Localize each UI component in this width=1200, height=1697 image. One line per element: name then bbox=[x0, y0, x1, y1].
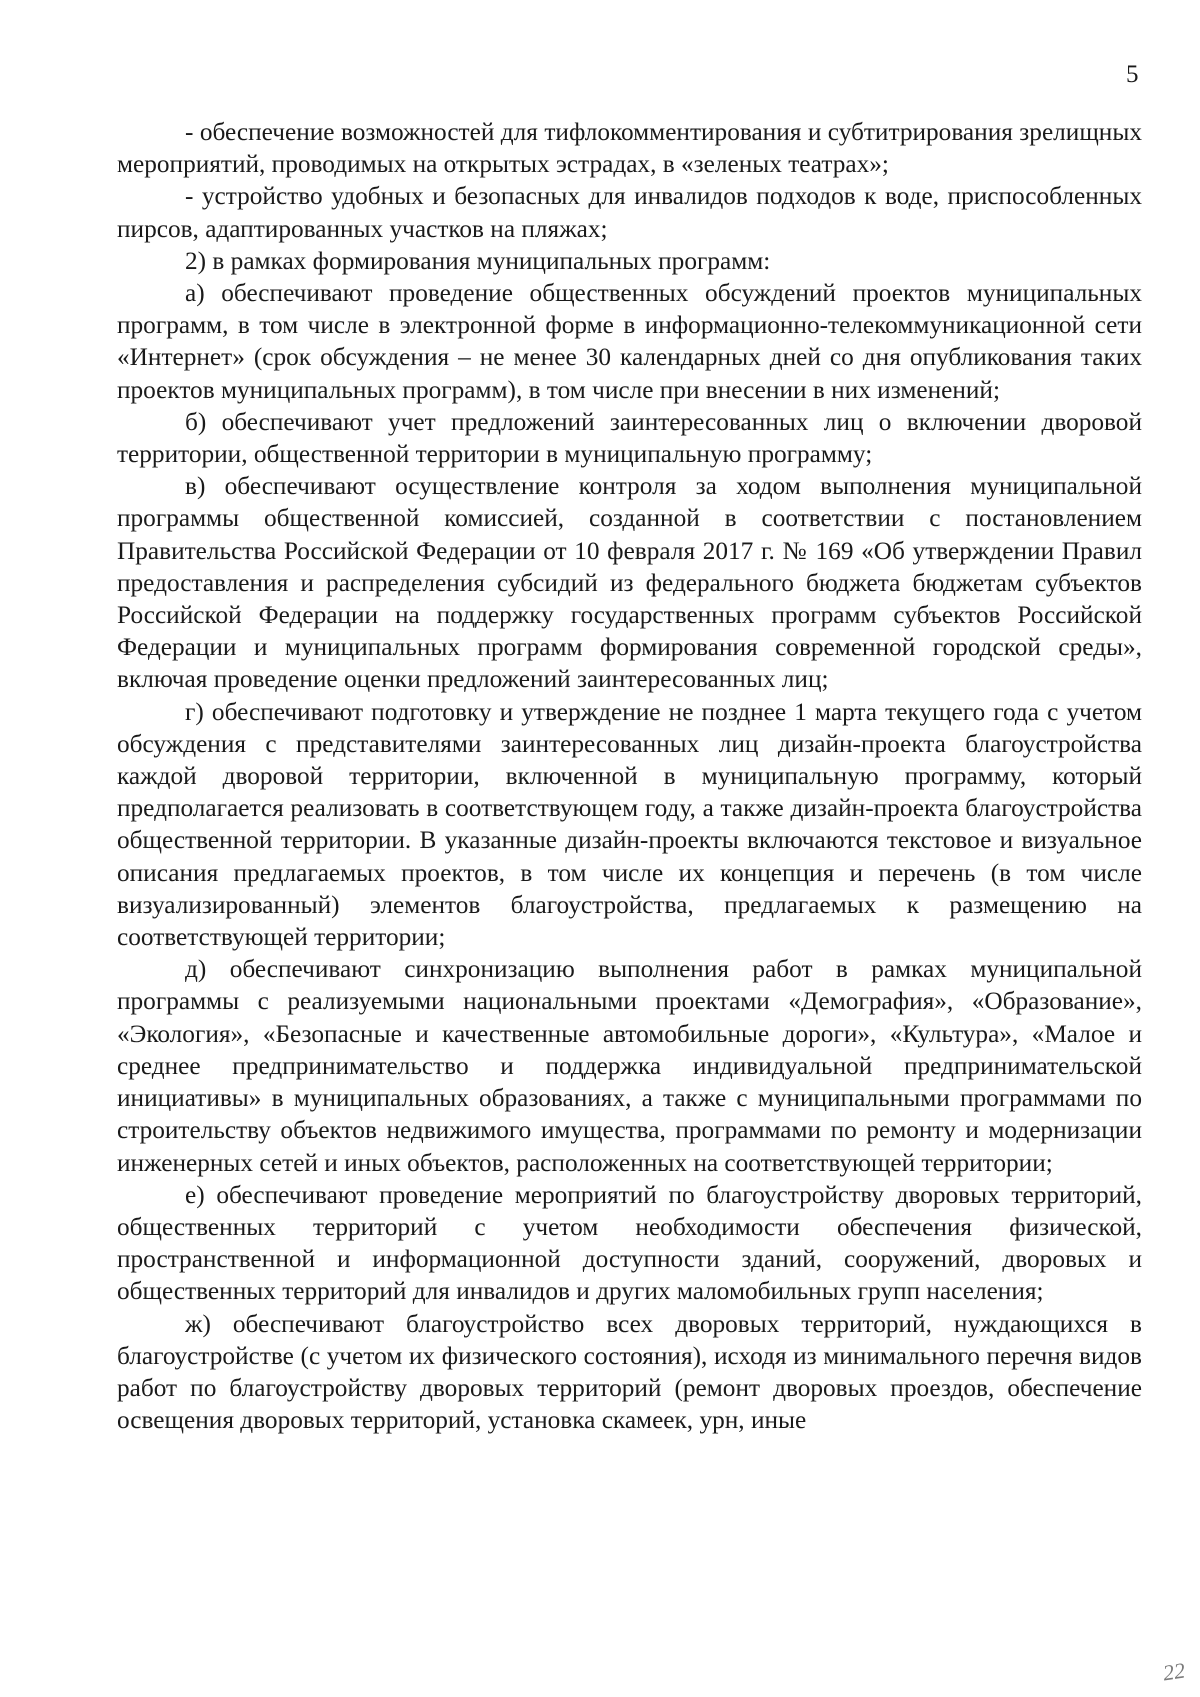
paragraph-tiflo: - обеспечение возможностей для тифлокомментирования и субтитрирования зрелищных мероприятий, проводимых на открытых эстрадах, в «зеленых театрах»; bbox=[117, 118, 1142, 179]
corner-handwritten-mark: 22 bbox=[1161, 1657, 1187, 1686]
paragraph-item-b: б) обеспечивают учет предложений заинтересованных лиц о включении дворовой территории, общественной территории в муниципальную программу; bbox=[117, 407, 1142, 469]
paragraph-item-e: е) обеспечивают проведение мероприятий по благоустройству дворовых территорий, общественных территорий с учетом необходимости обеспечения физической, пространственной и информационной доступности зданий, сооружений, дворовых и общественных территорий для инвалидов и других маломобильных групп населения; bbox=[117, 1180, 1142, 1306]
document-body bbox=[117, 116, 1142, 1436]
paragraph-item-v: в) обеспечивают осуществление контроля за ходом выполнения муниципальной программы общественной комиссией, созданной в соответствии с постановлением Правительства Российской Федерации от 10 февраля 2017 г. № 169 «Об утверждении Правил предоставления и распределения субсидий из федерального бюджета бюджетам субъектов Российской Федерации на поддержку государственных программ субъектов Российской Федерации и муниципальных программ формирования современной городской среды», включая проведение оценки предложений заинтересованных лиц; bbox=[117, 472, 1142, 694]
paragraph-item-zh: ж) обеспечивают благоустройство всех дворовых территорий, нуждающихся в благоустройстве (с учетом их физического состояния), исходя из минимального перечня видов работ по благоустройству дворовых территорий (ремонт дворовых проездов, обеспечение освещения дворовых территорий, установка скамеек, урн, иные bbox=[117, 1309, 1142, 1435]
paragraph-item-2: 2) в рамках формирования муниципальных программ: bbox=[185, 246, 771, 275]
paragraph-item-a: а) обеспечивают проведение общественных обсуждений проектов муниципальных программ, в том числе в электронной форме в информационно-телекоммуникационной сети «Интернет» (срок обсуждения – не менее 30 календарных дней со дня опубликования таких проектов муниципальных программ), в том числе при внесении в них изменений; bbox=[117, 279, 1142, 404]
paragraph-item-d: д) обеспечивают синхронизацию выполнения работ в рамках муниципальной программы с реализуемыми национальными проектами «Демография», «Образование», «Экология», «Безопасные и качественные автомобильные дороги», «Культура», «Малое и среднее предпринимательство и поддержка индивидуальной предпринимательской инициативы» в муниципальных образованиях, а также с муниципальными программами по строительству объектов недвижимого имущества, программами по ремонту и модернизации инженерных сетей и иных объектов, расположенных на соответствующей территории; bbox=[117, 955, 1142, 1177]
paragraph-item-g: г) обеспечивают подготовку и утверждение не позднее 1 марта текущего года с учетом обсуждения с представителями заинтересованных лиц дизайн-проекта благоустройства каждой дворовой территории, включенной в муниципальную программу, который предполагается реализовать в соответствующем году, а также дизайн-проекта благоустройства общественной территории. В указанные дизайн-проекты включаются текстовое и визуальное описания предлагаемых проектов, в том числе их концепция и перечень (в том числе визуализированный) элементов благоустройства, предлагаемых к размещению на соответствующей территории; bbox=[117, 697, 1142, 952]
paragraph-water-access: - устройство удобных и безопасных для инвалидов подходов к воде, приспособленных пирсов, адаптированных участков на пляжах; bbox=[117, 182, 1142, 243]
page-number: 5 bbox=[1126, 61, 1139, 88]
